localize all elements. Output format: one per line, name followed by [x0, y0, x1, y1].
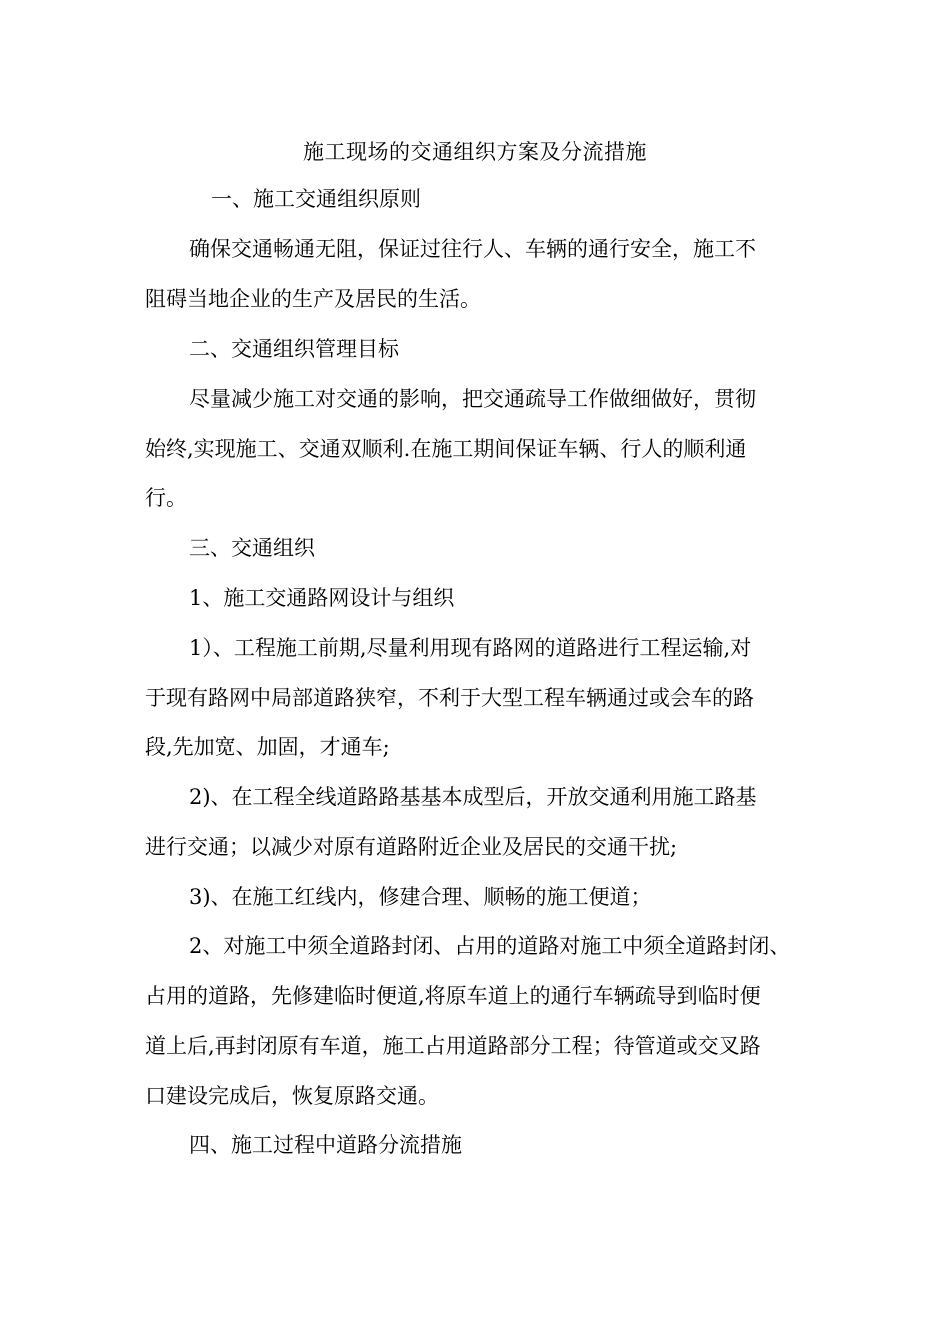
paragraph-line: 始终,实现施工、交通双顺利.在施工期间保证车辆、行人的顺利通: [145, 437, 747, 461]
paragraph-line: 于现有路网中局部道路狭窄，不利于大型工程车辆通过或会车的路: [145, 686, 754, 710]
section-heading-4: 四、施工过程中道路分流措施: [189, 1133, 462, 1157]
paragraph-line: 段,先加宽、加固，才通车;: [145, 735, 390, 759]
section-heading-1: 一、施工交通组织原则: [211, 187, 421, 211]
paragraph-line: 尽量减少施工对交通的影响，把交通疏导工作做细做好，贯彻: [189, 387, 756, 411]
paragraph-line: 阻碍当地企业的生产及居民的生活。: [145, 287, 481, 311]
paragraph-line: 2)、在工程全线道路路基基本成型后，开放交通利用施工路基: [189, 785, 757, 809]
paragraph-line: 道上后,再封闭原有车道，施工占用道路部分工程；待管道或交叉路: [145, 1034, 761, 1058]
paragraph-line: 3)、在施工红线内，修建合理、顺畅的施工便道；: [189, 885, 652, 909]
paragraph-line: 1）、工程施工前期,尽量利用现有路网的道路进行工程运输,对: [189, 636, 752, 660]
document-title: 施工现场的交通组织方案及分流措施: [303, 140, 647, 164]
paragraph-line: 进行交通；以减少对原有道路附近企业及居民的交通干扰;: [145, 835, 678, 859]
subsection-heading: 1、施工交通路网设计与组织: [189, 586, 455, 610]
section-heading-3: 三、交通组织: [189, 536, 315, 560]
paragraph-line: 占用的道路，先修建临时便道,将原车道上的通行车辆疏导到临时便: [145, 984, 761, 1008]
paragraph-line: 2、对施工中须全道路封闭、占用的道路对施工中须全道路封闭、: [189, 934, 791, 958]
paragraph-line: 确保交通畅通无阻，保证过往行人、车辆的通行安全，施工不: [189, 237, 756, 261]
paragraph-line: 口建设完成后，恢复原路交通。: [145, 1084, 439, 1108]
paragraph-line: 行。: [145, 486, 187, 510]
section-heading-2: 二、交通组织管理目标: [189, 337, 399, 361]
